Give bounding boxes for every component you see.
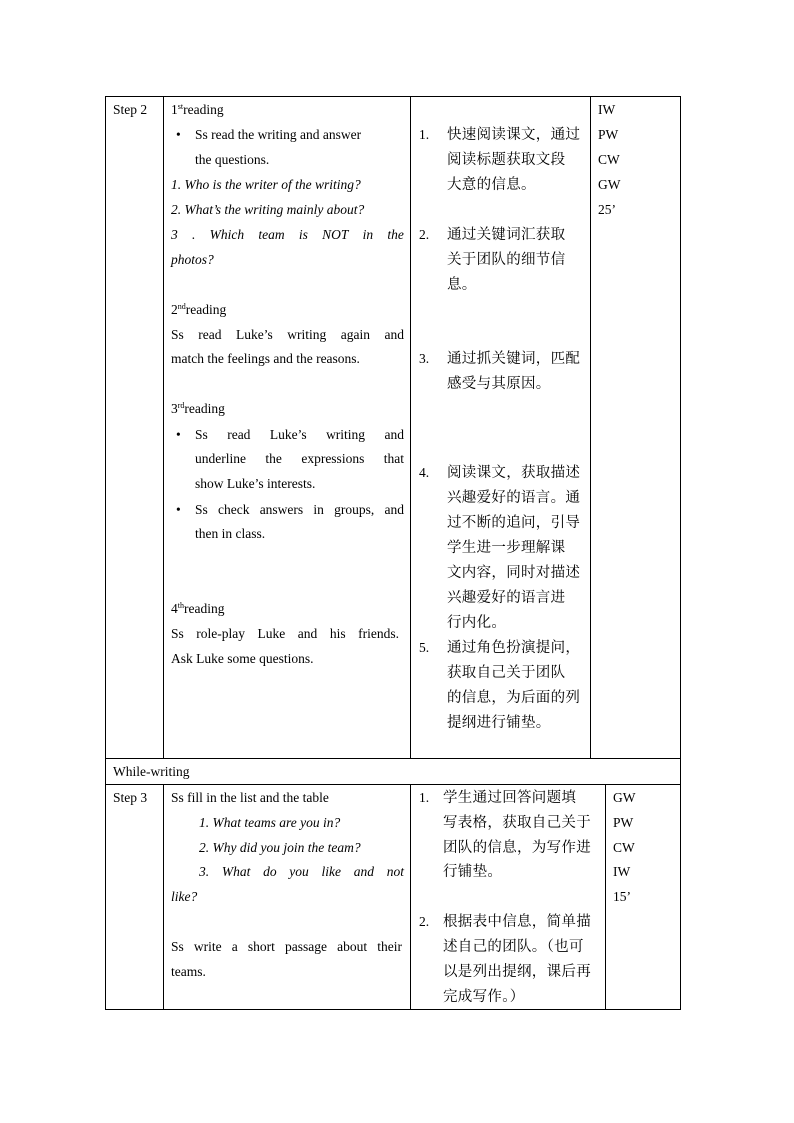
purpose-text: 的信息，为后面的列 [447,690,581,706]
interaction-mode: GW [598,177,621,192]
interaction-mode: CW [598,152,620,167]
purpose-number: 5. [419,640,430,655]
bullet: • [176,127,181,142]
purpose-text: 通过角色扮演提问， [447,640,581,656]
purpose-text: 感受与其原因。 [447,376,551,392]
reading-1-heading: 1streading [171,102,224,117]
purpose-text: 学生进一步理解课 [447,540,566,556]
reading-4-task: Ask Luke some questions. [171,651,314,666]
step-3-task: Ss fill in the list and the table [171,790,329,805]
purpose-text: 以是列出提纲，课后再 [443,964,591,980]
column-divider [590,96,591,759]
interaction-mode: IW [613,864,631,879]
step-3-task: teams. [171,964,206,979]
purpose-text: 提纲进行铺垫。 [447,715,551,731]
purpose-text: 快速阅读课文，通过 [447,127,581,143]
reading-4-heading: 4threading [171,601,225,616]
bullet: • [176,502,181,517]
column-divider [163,96,164,759]
purpose-number: 1. [419,790,430,805]
purpose-text: 息。 [447,277,477,293]
reading-1-question: 3 . Which team is NOT in the [171,227,404,242]
step-3-question: 1. What teams are you in? [199,815,341,830]
reading-2-task: match the feelings and the reasons. [171,351,360,366]
reading-1-task: the questions. [195,152,270,167]
interaction-mode: IW [598,102,616,117]
reading-1-question: photos? [171,252,214,267]
reading-3-task: then in class. [195,526,266,541]
reading-2-heading: 2ndreading [171,302,227,317]
reading-3-task: Ss check answers in groups, and [195,502,404,517]
column-divider [605,784,606,1010]
step-3-question: 2. Why did you join the team? [199,840,361,855]
purpose-text: 阅读标题获取文段 [447,152,566,168]
purpose-text: 大意的信息。 [447,177,536,193]
row-divider [105,758,681,759]
purpose-text: 根据表中信息，简单描 [443,914,591,930]
table-border-bottom [105,1009,681,1010]
reading-3-task: show Luke’s interests. [195,476,316,491]
time-duration: 15’ [613,889,631,904]
purpose-text: 兴趣爱好的语言。通 [447,490,581,506]
interaction-mode: PW [613,815,634,830]
purpose-text: 学生通过回答问题填 [443,790,577,806]
reading-1-task: Ss read the writing and answer [195,127,362,142]
purpose-text: 文内容，同时对描述 [447,565,581,581]
step-2-label: Step 2 [113,102,148,117]
purpose-number: 3. [419,351,430,366]
reading-2-task: Ss read Luke’s writing again and [171,327,404,342]
purpose-number: 2. [419,914,430,929]
purpose-text: 行铺垫。 [443,864,503,880]
reading-1-question: 2. What’s the writing mainly about? [171,202,365,217]
reading-3-task: underline the expressions that [195,451,404,466]
step-3-question: 3. What do you like and not [199,864,404,879]
time-duration: 25’ [598,202,616,217]
purpose-number: 2. [419,227,430,242]
table-border-top [105,96,681,97]
purpose-text: 团队的信息，为写作进 [443,840,591,856]
column-divider [410,784,411,1010]
purpose-text: 完成写作。） [443,989,525,1005]
purpose-text: 通过关键词汇获取 [447,227,566,243]
purpose-text: 获取自己关于团队 [447,665,566,681]
purpose-number: 4. [419,465,430,480]
step-3-task: Ss write a short passage about their [171,939,402,954]
section-heading-while-writing: While-writing [113,764,190,779]
step-3-question: like? [171,889,198,904]
column-divider [410,96,411,759]
table-border-left [105,96,106,1010]
purpose-text: 写表格，获取自己关于 [443,815,591,831]
interaction-mode: GW [613,790,636,805]
reading-4-task: Ss role-play Luke and his friends. [171,626,399,641]
purpose-number: 1. [419,127,430,142]
interaction-mode: CW [613,840,635,855]
bullet: • [176,427,181,442]
interaction-mode: PW [598,127,619,142]
purpose-text: 述自己的团队。（也可 [443,939,584,955]
purpose-text: 阅读课文，获取描述 [447,465,581,481]
row-divider [105,784,681,785]
table-border-right [680,96,681,1010]
step-3-label: Step 3 [113,790,148,805]
purpose-text: 通过抓关键词，匹配 [447,351,581,367]
purpose-text: 行内化。 [447,615,507,631]
column-divider [163,784,164,1010]
reading-3-heading: 3rdreading [171,401,225,416]
purpose-text: 兴趣爱好的语言进 [447,590,566,606]
purpose-text: 关于团队的细节信 [447,252,566,268]
purpose-text: 过不断的追问，引导 [447,515,581,531]
reading-3-task: Ss read Luke’s writing and [195,427,404,442]
reading-1-question: 1. Who is the writer of the writing? [171,177,361,192]
